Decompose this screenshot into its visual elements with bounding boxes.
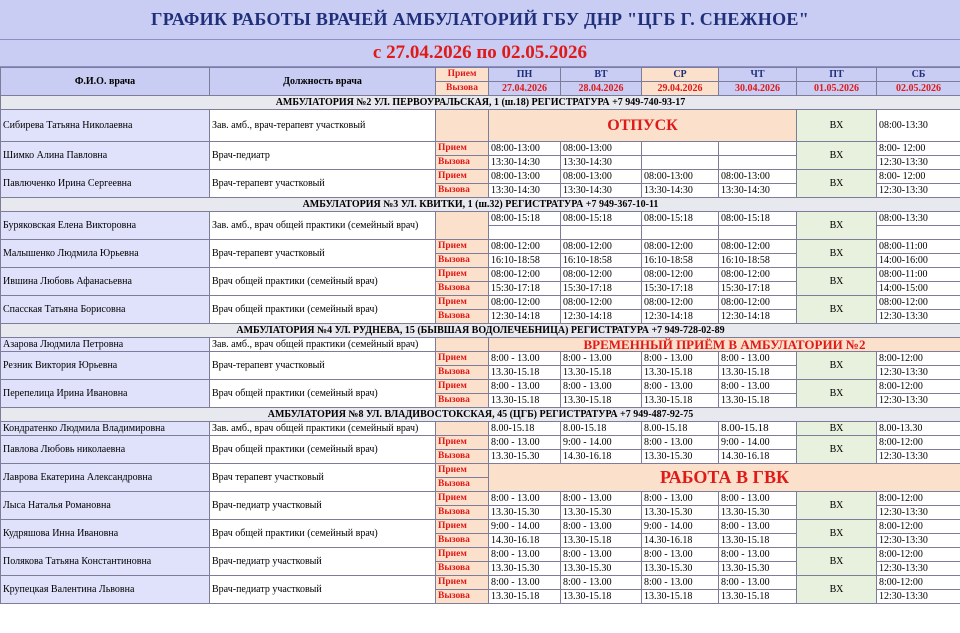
time-cell: 08:00-12:00	[642, 268, 719, 282]
doctor-position: Врач общей практики (семейный врач)	[210, 380, 436, 408]
time-cell: 8.00-15.18	[642, 422, 719, 436]
label-cell	[436, 422, 489, 436]
day-off-cell: ВХ	[797, 268, 877, 296]
doctor-name: Сибирева Татьяна Николаевна	[1, 110, 210, 142]
time-cell: 8.00-15.18	[561, 422, 642, 436]
time-cell: 9:00 - 14.00	[561, 436, 642, 450]
doctor-position: Врач общей практики (семейный врач)	[210, 268, 436, 296]
doctor-position: Врач-педиатр участковый	[210, 548, 436, 576]
time-cell: 08:00-13:00	[489, 170, 561, 184]
table-row	[1, 240, 960, 254]
time-cell: 16:10-18:58	[489, 254, 561, 268]
time-cell: 9:00 - 14.00	[719, 436, 797, 450]
day-off-cell: ВХ	[797, 520, 877, 548]
header-day-date: 02.05.2026	[877, 82, 960, 96]
saturday-vyzova: 12:30-13:30	[877, 450, 960, 464]
time-cell: 13:30-14:30	[719, 184, 797, 198]
page-title: ГРАФИК РАБОТЫ ВРАЧЕЙ АМБУЛАТОРИЙ ГБУ ДНР "ЦГБ Г. СНЕЖНОЕ"	[0, 0, 960, 40]
time-cell: 14.30-16.18	[489, 534, 561, 548]
table-row	[1, 548, 960, 562]
time-cell: 9:00 - 14.00	[642, 520, 719, 534]
time-cell: 08:00-12:00	[561, 268, 642, 282]
saturday-priem: 8:00- 12:00	[877, 170, 960, 184]
header-day-date: 29.04.2026	[642, 82, 719, 96]
time-cell: 8:00 - 13.00	[489, 492, 561, 506]
time-cell: 9:00 - 14.00	[489, 520, 561, 534]
doctor-name: Павлюченко Ирина Сергеевна	[1, 170, 210, 198]
table-row	[1, 212, 960, 226]
time-cell: 08:00-12:00	[489, 296, 561, 310]
doctor-name: Лаврова Екатерина Александровна	[1, 464, 210, 492]
doctor-name: Крупецкая Валентина Львовна	[1, 576, 210, 604]
time-cell: 8:00 - 13.00	[719, 492, 797, 506]
saturday-priem: 8:00-12:00	[877, 548, 960, 562]
saturday-vyzova: 12:30-13:30	[877, 506, 960, 520]
label-vyzova: Вызова	[436, 590, 489, 604]
label-priem: Прием	[436, 142, 489, 156]
table-row	[1, 436, 960, 450]
time-cell: 8:00 - 13.00	[489, 548, 561, 562]
doctor-position: Врач-педиатр участковый	[210, 576, 436, 604]
time-cell: 13.30-15.18	[561, 394, 642, 408]
day-off-cell: ВХ	[797, 352, 877, 380]
doctor-position: Врач-педиатр	[210, 142, 436, 170]
label-priem: Прием	[436, 436, 489, 450]
time-cell	[642, 142, 719, 156]
time-cell: 13.30-15.18	[719, 590, 797, 604]
day-off-cell: ВХ	[797, 240, 877, 268]
time-cell: 13:30-14:30	[642, 184, 719, 198]
header-row-top	[1, 68, 960, 82]
label-cell	[436, 338, 489, 352]
doctor-name: Ившина Любовь Афанасьевна	[1, 268, 210, 296]
time-cell: 14.30-16.18	[642, 534, 719, 548]
time-cell: 8:00 - 13.00	[489, 576, 561, 590]
time-cell: 8:00 - 13.00	[642, 492, 719, 506]
day-off-cell: ВХ	[797, 170, 877, 198]
saturday-priem: 8:00-12:00	[877, 380, 960, 394]
section-heading: АМБУЛАТОРИЯ №8 УЛ. ВЛАДИВОСТОКСКАЯ, 45 (ЦГБ) РЕГИСТРАТУРА +7 949-487-92-75	[1, 408, 960, 422]
label-priem: Прием	[436, 548, 489, 562]
time-cell: 13.30-15.30	[489, 506, 561, 520]
day-off-cell: ВХ	[797, 380, 877, 408]
label-priem: Прием	[436, 520, 489, 534]
time-cell: 13.30-15.30	[642, 506, 719, 520]
label-vyzova: Вызова	[436, 184, 489, 198]
time-cell	[719, 156, 797, 170]
doctor-name: Кудряшова Инна Ивановна	[1, 520, 210, 548]
saturday-vyzova: 14:00-15:00	[877, 282, 960, 296]
saturday-vyzova: 12:30-13:30	[877, 184, 960, 198]
saturday-priem: 8:00-12:00	[877, 520, 960, 534]
doctor-name: Полякова Татьяна Константиновна	[1, 548, 210, 576]
time-cell: 8:00 - 13.00	[561, 576, 642, 590]
time-cell: 08:00-12:00	[719, 240, 797, 254]
time-cell: 13.30-15.18	[489, 366, 561, 380]
time-cell: 12:30-14:18	[719, 310, 797, 324]
table-row	[1, 464, 960, 478]
time-cell: 13.30-15.18	[719, 534, 797, 548]
time-cell: 08:00-13:00	[561, 142, 642, 156]
day-off-cell: ВХ	[797, 576, 877, 604]
label-vyzova: Вызова	[436, 156, 489, 170]
label-vyzova: Вызова	[436, 562, 489, 576]
table-row	[1, 296, 960, 310]
section-heading-row	[1, 408, 960, 422]
saturday-priem: 08:00-11:00	[877, 240, 960, 254]
time-cell: 16:10-18:58	[642, 254, 719, 268]
time-cell: 13.30-15.18	[489, 590, 561, 604]
header-day-date: 27.04.2026	[489, 82, 561, 96]
saturday-vyzova: 12:30-13:30	[877, 366, 960, 380]
time-cell: 8:00 - 13.00	[642, 352, 719, 366]
saturday-vyzova: 14:00-16:00	[877, 254, 960, 268]
time-cell: 8:00 - 13.00	[642, 548, 719, 562]
label-vyzova: Вызова	[436, 254, 489, 268]
time-cell: 13.30-15.18	[561, 590, 642, 604]
label-priem: Прием	[436, 268, 489, 282]
note-temporary-reception: ВРЕМЕННЫЙ ПРИЁМ В АМБУЛАТОРИИ №2	[489, 338, 960, 352]
saturday-priem: 8:00-12:00	[877, 576, 960, 590]
day-off-cell: ВХ	[797, 548, 877, 576]
saturday-vyzova: 12:30-13:30	[877, 534, 960, 548]
time-cell: 08:00-12:00	[719, 268, 797, 282]
time-cell: 16:10-18:58	[719, 254, 797, 268]
time-cell: 12:30-14:18	[561, 310, 642, 324]
header-day-name: СБ	[877, 68, 960, 82]
label-priem: Прием	[436, 576, 489, 590]
time-cell: 08:00-13:00	[561, 170, 642, 184]
doctor-name: Буряковская Елена Викторовна	[1, 212, 210, 240]
day-off-cell: ВХ	[797, 436, 877, 464]
time-cell: 13.30-15.30	[719, 506, 797, 520]
time-cell: 08:00-15:18	[489, 212, 561, 226]
time-cell: 8:00 - 13.00	[719, 520, 797, 534]
header-day-date: 30.04.2026	[719, 82, 797, 96]
period-banner: с 27.04.2026 по 02.05.2026	[0, 40, 960, 67]
saturday-vyzova: 12:30-13:30	[877, 156, 960, 170]
time-cell: 8.00-15.18	[719, 422, 797, 436]
doctor-position: Врач общей практики (семейный врач)	[210, 520, 436, 548]
section-heading-row	[1, 324, 960, 338]
doctor-position: Врач-терапевт участковый	[210, 352, 436, 380]
time-cell: 13.30-15.18	[719, 394, 797, 408]
label-vyzova: Вызова	[436, 394, 489, 408]
header-day-date: 28.04.2026	[561, 82, 642, 96]
time-cell: 08:00-12:00	[561, 296, 642, 310]
time-cell: 8:00 - 13.00	[489, 380, 561, 394]
time-cell: 13.30-15.30	[642, 450, 719, 464]
time-cell: 13.30-15.30	[561, 562, 642, 576]
table-row	[1, 352, 960, 366]
time-cell: 13.30-15.30	[719, 562, 797, 576]
time-cell: 15:30-17:18	[719, 282, 797, 296]
table-row	[1, 110, 960, 142]
time-cell: 8:00 - 13.00	[489, 352, 561, 366]
doctor-position: Врач-педиатр участковый	[210, 492, 436, 520]
doctor-position: Врач-терапевт участковый	[210, 240, 436, 268]
time-cell: 08:00-12:00	[489, 240, 561, 254]
section-heading: АМБУЛАТОРИЯ №2 УЛ. ПЕРВОУРАЛЬСКАЯ, 1 (ш.18) РЕГИСТРАТУРА +7 949-740-93-17	[1, 96, 960, 110]
time-cell: 13.30-15.18	[719, 366, 797, 380]
header-vyzova: Вызова	[436, 82, 489, 96]
time-cell: 14.30-16.18	[561, 450, 642, 464]
label-priem: Прием	[436, 240, 489, 254]
saturday-priem: 8:00- 12:00	[877, 142, 960, 156]
doctor-position: Врач терапевт участковый	[210, 464, 436, 492]
time-cell: 13.30-15.30	[489, 450, 561, 464]
saturday-vyzova: 12:30-13:30	[877, 590, 960, 604]
saturday-priem: 08:00-12:00	[877, 296, 960, 310]
time-cell: 8:00 - 13.00	[642, 576, 719, 590]
label-vyzova: Вызова	[436, 506, 489, 520]
time-cell: 08:00-13:00	[642, 170, 719, 184]
day-off-cell: ВХ	[797, 492, 877, 520]
doctor-position: Зав. амб., врач общей практики (семейный врач)	[210, 338, 436, 352]
time-cell: 13.30-15.30	[489, 562, 561, 576]
label-priem: Прием	[436, 296, 489, 310]
header-priem: Прием	[436, 68, 489, 82]
time-cell: 8:00 - 13.00	[561, 492, 642, 506]
label-priem: Прием	[436, 464, 489, 478]
schedule-table	[0, 67, 960, 604]
time-cell: 13:30-14:30	[489, 156, 561, 170]
time-cell: 8:00 - 13.00	[561, 352, 642, 366]
day-off-cell: ВХ	[797, 142, 877, 170]
table-row	[1, 380, 960, 394]
time-cell: 08:00-13:00	[719, 170, 797, 184]
saturday-hours: 08:00-13:30	[877, 110, 960, 142]
header-day-name: ПН	[489, 68, 561, 82]
time-cell: 8:00 - 13.00	[719, 352, 797, 366]
doctor-position: Врач общей практики (семейный врач)	[210, 436, 436, 464]
label-vyzova: Вызова	[436, 478, 489, 492]
doctor-name: Лыса Наталья Романовна	[1, 492, 210, 520]
label-priem: Прием	[436, 170, 489, 184]
time-cell: 08:00-12:00	[719, 296, 797, 310]
time-cell: 13:30-14:30	[489, 184, 561, 198]
time-cell: 16:10-18:58	[561, 254, 642, 268]
table-row	[1, 142, 960, 156]
time-cell: 8:00 - 13.00	[719, 548, 797, 562]
table-row	[1, 576, 960, 590]
time-cell: 8:00 - 13.00	[489, 436, 561, 450]
time-cell: 8:00 - 13.00	[642, 380, 719, 394]
saturday-vyzova: 12:30-13:30	[877, 394, 960, 408]
section-heading: АМБУЛАТОРИЯ №3 УЛ. КВИТКИ, 1 (ш.32) РЕГИСТРАТУРА +7 949-367-10-11	[1, 198, 960, 212]
doctor-name: Перепелица Ирина Ивановна	[1, 380, 210, 408]
table-row	[1, 492, 960, 506]
table-row	[1, 520, 960, 534]
time-cell	[642, 156, 719, 170]
note-otpusk: ОТПУСК	[489, 110, 797, 142]
time-cell: 12:30-14:18	[489, 310, 561, 324]
header-day-name: ВТ	[561, 68, 642, 82]
label-cell	[436, 212, 489, 240]
label-vyzova: Вызова	[436, 282, 489, 296]
time-cell: 13.30-15.18	[561, 366, 642, 380]
label-vyzova: Вызова	[436, 366, 489, 380]
time-cell: 13.30-15.30	[561, 506, 642, 520]
doctor-name: Малышенко Людмила Юрьевна	[1, 240, 210, 268]
saturday-vyzova: 12:30-13:30	[877, 562, 960, 576]
label-priem: Прием	[436, 352, 489, 366]
saturday-priem: 8:00-12:00	[877, 352, 960, 366]
time-cell: 08:00-15:18	[719, 212, 797, 226]
doctor-position: Зав. амб., врач общей практики (семейный врач)	[210, 422, 436, 436]
day-off-cell: ВХ	[797, 422, 877, 436]
time-cell: 8:00 - 13.00	[719, 576, 797, 590]
time-cell: 14.30-16.18	[719, 450, 797, 464]
time-cell: 08:00-12:00	[561, 240, 642, 254]
time-cell: 8.00-15.18	[489, 422, 561, 436]
time-cell	[719, 142, 797, 156]
header-day-name: ПТ	[797, 68, 877, 82]
day-off-cell: ВХ	[797, 212, 877, 240]
time-cell: 13.30-15.18	[642, 590, 719, 604]
time-cell: 13.30-15.30	[642, 562, 719, 576]
time-cell: 08:00-15:18	[642, 212, 719, 226]
day-off-cell: ВХ	[797, 296, 877, 324]
time-cell: 08:00-12:00	[642, 240, 719, 254]
saturday-priem: 8:00-12:00	[877, 436, 960, 450]
time-cell: 13:30-14:30	[561, 184, 642, 198]
table-row	[1, 268, 960, 282]
time-cell: 8:00 - 13.00	[561, 380, 642, 394]
saturday-priem: 8:00-12:00	[877, 492, 960, 506]
header-day-date: 01.05.2026	[797, 82, 877, 96]
label-vyzova: Вызова	[436, 310, 489, 324]
doctor-position: Врач-терапевт участковый	[210, 170, 436, 198]
table-row	[1, 170, 960, 184]
label-vyzova: Вызова	[436, 534, 489, 548]
doctor-name: Шимко Алина Павловна	[1, 142, 210, 170]
section-heading-row	[1, 96, 960, 110]
doctor-position: Зав. амб., врач-терапевт участковый	[210, 110, 436, 142]
time-cell: 8:00 - 13.00	[719, 380, 797, 394]
time-cell: 8:00 - 13.00	[642, 436, 719, 450]
doctor-name: Резник Виктория Юрьевна	[1, 352, 210, 380]
saturday-vyzova: 12:30-13:30	[877, 310, 960, 324]
saturday-hours: 8.00-13.30	[877, 422, 960, 436]
time-cell: 13.30-15.18	[561, 534, 642, 548]
time-cell: 13:30-14:30	[561, 156, 642, 170]
doctor-position: Врач общей практики (семейный врач)	[210, 296, 436, 324]
day-off-cell: ВХ	[797, 110, 877, 142]
saturday-priem: 08:00-11:00	[877, 268, 960, 282]
time-cell: 13.30-15.18	[489, 394, 561, 408]
note-gvk: РАБОТА В ГВК	[489, 464, 960, 492]
time-cell: 13.30-15.18	[642, 366, 719, 380]
time-cell: 15:30-17:18	[642, 282, 719, 296]
time-cell: 08:00-12:00	[489, 268, 561, 282]
time-cell: 15:30-17:18	[489, 282, 561, 296]
label-cell	[436, 110, 489, 142]
time-cell: 08:00-12:00	[642, 296, 719, 310]
doctor-name: Кондратенко Людмила Владимировна	[1, 422, 210, 436]
label-priem: Прием	[436, 492, 489, 506]
header-position: Должность врача	[210, 68, 436, 96]
section-heading-row	[1, 198, 960, 212]
doctor-name: Спасская Татьяна Борисовна	[1, 296, 210, 324]
time-cell: 15:30-17:18	[561, 282, 642, 296]
doctor-name: Азарова Людмила Петровна	[1, 338, 210, 352]
time-cell: 8:00 - 13.00	[561, 548, 642, 562]
time-cell: 13.30-15.18	[642, 394, 719, 408]
header-day-name: СР	[642, 68, 719, 82]
time-cell: 8:00 - 13.00	[561, 520, 642, 534]
doctor-name: Павлова Любовь николаевна	[1, 436, 210, 464]
saturday-hours: 08:00-13:30	[877, 212, 960, 226]
section-heading: АМБУЛАТОРИЯ №4 УЛ. РУДНЕВА, 15 (БЫВШАЯ ВОДОЛЕЧЕБНИЦА) РЕГИСТРАТУРА +7 949-728-02-89	[1, 324, 960, 338]
time-cell: 08:00-15:18	[561, 212, 642, 226]
doctor-position: Зав. амб., врач общей практики (семейный врач)	[210, 212, 436, 240]
label-vyzova: Вызова	[436, 450, 489, 464]
header-fio: Ф.И.О. врача	[1, 68, 210, 96]
time-cell: 12:30-14:18	[642, 310, 719, 324]
label-priem: Прием	[436, 380, 489, 394]
header-day-name: ЧТ	[719, 68, 797, 82]
time-cell: 08:00-13:00	[489, 142, 561, 156]
